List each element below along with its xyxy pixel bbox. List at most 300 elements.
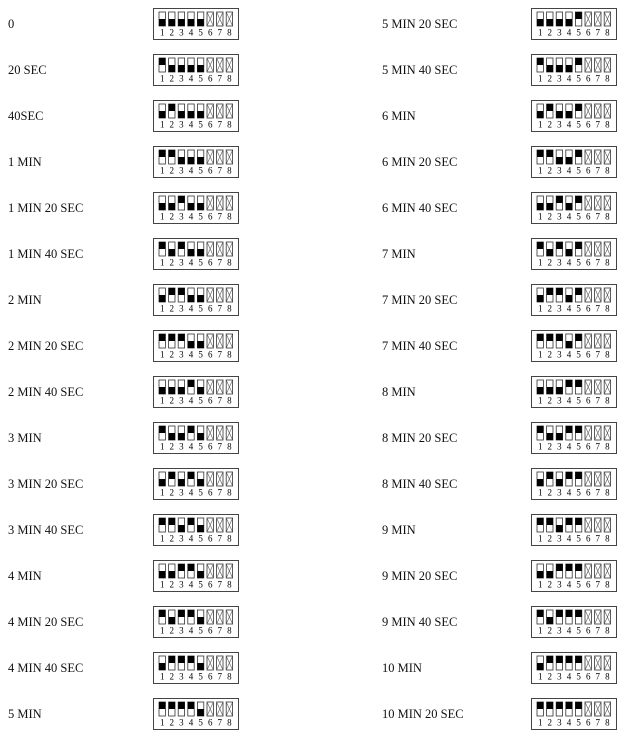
switch-position-label: 2 bbox=[169, 533, 175, 544]
dip-switch-5 bbox=[575, 610, 581, 636]
switch-position-label: 8 bbox=[227, 441, 232, 452]
time-label: 9 MIN 20 SEC bbox=[382, 569, 458, 583]
time-label: 10 MIN 20 SEC bbox=[382, 707, 464, 721]
dip-switch-5 bbox=[197, 610, 203, 636]
switch-knob-up bbox=[537, 702, 543, 709]
switch-knob-down bbox=[547, 617, 553, 624]
dip-switch-4 bbox=[566, 196, 572, 222]
dip-switch-graphic bbox=[532, 377, 616, 407]
dip-switch-graphic bbox=[532, 285, 616, 315]
switch-knob-up bbox=[188, 564, 194, 571]
dip-switch-8 bbox=[226, 426, 232, 452]
dip-switch-3 bbox=[556, 150, 562, 176]
dip-switch-6 bbox=[585, 564, 591, 590]
dip-switch-8 bbox=[604, 242, 610, 268]
switch-position-label: 2 bbox=[547, 533, 553, 544]
switch-position-label: 1 bbox=[537, 395, 543, 406]
switch-knob-down bbox=[159, 203, 165, 210]
dip-switch-block bbox=[531, 652, 617, 684]
switch-knob-up bbox=[178, 656, 184, 663]
setting-row bbox=[316, 100, 632, 134]
dip-switch-1 bbox=[537, 288, 543, 314]
switch-position-label: 5 bbox=[576, 73, 581, 84]
switch-knob-down bbox=[547, 571, 553, 578]
switch-position-label: 4 bbox=[566, 717, 572, 728]
dip-switch-4 bbox=[188, 150, 194, 176]
dip-switch-8 bbox=[604, 334, 610, 360]
dip-switch-2 bbox=[169, 380, 175, 406]
dip-switch-3 bbox=[178, 656, 184, 682]
switch-position-label: 8 bbox=[227, 119, 232, 130]
switch-position-label: 1 bbox=[159, 671, 165, 682]
switch-knob-up bbox=[178, 334, 184, 341]
dip-switch-2 bbox=[169, 104, 175, 130]
switch-position-label: 4 bbox=[188, 119, 194, 130]
switch-position-label: 5 bbox=[198, 73, 203, 84]
switch-knob-down bbox=[537, 479, 543, 486]
dip-switch-graphic bbox=[532, 55, 616, 85]
switch-position-label: 8 bbox=[605, 671, 610, 682]
switch-knob-up bbox=[556, 334, 562, 341]
switch-position-label: 1 bbox=[159, 717, 165, 728]
dip-switch-8 bbox=[604, 104, 610, 130]
switch-knob-up bbox=[159, 58, 165, 65]
switch-position-label: 3 bbox=[557, 73, 562, 84]
dip-switch-7 bbox=[595, 518, 601, 544]
dip-switch-4 bbox=[188, 426, 194, 452]
switch-position-label: 7 bbox=[217, 625, 223, 636]
switch-position-label: 1 bbox=[537, 73, 543, 84]
dip-switch-2 bbox=[547, 702, 553, 728]
dip-switch-2 bbox=[169, 58, 175, 84]
switch-knob-up bbox=[178, 288, 184, 295]
switch-position-label: 3 bbox=[557, 303, 562, 314]
switch-position-label: 7 bbox=[217, 303, 223, 314]
dip-switch-5 bbox=[575, 656, 581, 682]
switch-position-label: 6 bbox=[207, 73, 213, 84]
dip-switch-1 bbox=[159, 104, 165, 130]
switch-knob-down bbox=[169, 203, 175, 210]
dip-switch-block bbox=[531, 146, 617, 178]
switch-position-label: 2 bbox=[169, 349, 175, 360]
dip-switch-6 bbox=[585, 150, 591, 176]
switch-position-label: 1 bbox=[537, 27, 543, 38]
dip-switch-1 bbox=[159, 334, 165, 360]
dip-switch-3 bbox=[178, 702, 184, 728]
switch-position-label: 3 bbox=[557, 119, 562, 130]
switch-position-label: 1 bbox=[537, 119, 543, 130]
dip-switch-7 bbox=[595, 564, 601, 590]
switch-knob-down bbox=[547, 203, 553, 210]
switch-knob-down bbox=[178, 433, 184, 440]
time-label: 20 SEC bbox=[8, 63, 47, 77]
switch-position-label: 8 bbox=[227, 73, 232, 84]
switch-knob-down bbox=[197, 111, 203, 118]
dip-switch-1 bbox=[537, 702, 543, 728]
switch-position-label: 5 bbox=[576, 441, 581, 452]
dip-switch-5 bbox=[575, 104, 581, 130]
dip-switch-block bbox=[153, 652, 239, 684]
dip-switch-graphic bbox=[154, 285, 238, 315]
switch-position-label: 4 bbox=[188, 579, 194, 590]
setting-row bbox=[0, 514, 316, 548]
switch-position-label: 1 bbox=[537, 579, 543, 590]
switch-knob-down bbox=[556, 157, 562, 164]
time-label: 3 MIN bbox=[8, 431, 42, 445]
switch-position-label: 1 bbox=[159, 27, 165, 38]
dip-switch-5 bbox=[575, 518, 581, 544]
dip-switch-5 bbox=[575, 702, 581, 728]
switch-position-label: 7 bbox=[595, 487, 601, 498]
switch-position-label: 5 bbox=[576, 211, 581, 222]
dip-switch-7 bbox=[595, 12, 601, 38]
switch-knob-up bbox=[575, 564, 581, 571]
dip-switch-8 bbox=[226, 656, 232, 682]
switch-knob-up bbox=[575, 242, 581, 249]
dip-switch-6 bbox=[207, 58, 213, 84]
switch-position-label: 6 bbox=[207, 671, 213, 682]
dip-switch-graphic bbox=[532, 653, 616, 683]
dip-switch-block bbox=[531, 192, 617, 224]
switch-knob-down bbox=[188, 19, 194, 26]
switch-knob-up bbox=[547, 656, 553, 663]
dip-switch-graphic bbox=[154, 331, 238, 361]
time-label: 7 MIN 40 SEC bbox=[382, 339, 458, 353]
switch-position-label: 6 bbox=[207, 487, 213, 498]
time-label: 9 MIN 40 SEC bbox=[382, 615, 458, 629]
switch-position-label: 8 bbox=[605, 73, 610, 84]
dip-switch-2 bbox=[169, 564, 175, 590]
setting-row bbox=[0, 468, 316, 502]
dip-switch-3 bbox=[556, 656, 562, 682]
dip-switch-1 bbox=[159, 518, 165, 544]
switch-position-label: 8 bbox=[227, 625, 232, 636]
switch-knob-up bbox=[169, 288, 175, 295]
setting-row bbox=[0, 560, 316, 594]
switch-knob-down bbox=[556, 525, 562, 532]
time-label: 2 MIN 40 SEC bbox=[8, 385, 84, 399]
switch-knob-up bbox=[575, 104, 581, 111]
dip-switch-3 bbox=[556, 196, 562, 222]
time-label: 2 MIN bbox=[8, 293, 42, 307]
switch-position-label: 5 bbox=[198, 671, 203, 682]
dip-switch-5 bbox=[197, 426, 203, 452]
setting-row bbox=[316, 514, 632, 548]
dip-switch-block bbox=[153, 560, 239, 592]
dip-switch-1 bbox=[537, 196, 543, 222]
dip-switch-7 bbox=[595, 426, 601, 452]
dip-switch-2 bbox=[169, 472, 175, 498]
switch-position-label: 8 bbox=[605, 165, 610, 176]
setting-row bbox=[316, 8, 632, 42]
switch-position-label: 8 bbox=[605, 27, 610, 38]
switch-position-label: 2 bbox=[169, 579, 175, 590]
dip-switch-3 bbox=[556, 334, 562, 360]
dip-switch-4 bbox=[566, 150, 572, 176]
switch-position-label: 4 bbox=[188, 717, 194, 728]
dip-switch-graphic bbox=[154, 653, 238, 683]
dip-switch-2 bbox=[169, 196, 175, 222]
switch-position-label: 2 bbox=[547, 349, 553, 360]
dip-switch-6 bbox=[207, 242, 213, 268]
setting-row bbox=[0, 54, 316, 88]
dip-switch-2 bbox=[547, 288, 553, 314]
dip-switch-graphic bbox=[532, 101, 616, 131]
switch-position-label: 7 bbox=[217, 119, 223, 130]
dip-switch-5 bbox=[197, 380, 203, 406]
switch-position-label: 2 bbox=[547, 671, 553, 682]
switch-position-label: 5 bbox=[576, 395, 581, 406]
switch-position-label: 2 bbox=[547, 73, 553, 84]
dip-switch-3 bbox=[178, 518, 184, 544]
dip-switch-3 bbox=[556, 12, 562, 38]
dip-switch-5 bbox=[575, 472, 581, 498]
dip-switch-8 bbox=[604, 150, 610, 176]
dip-switch-8 bbox=[604, 58, 610, 84]
switch-position-label: 6 bbox=[585, 119, 591, 130]
switch-position-label: 1 bbox=[159, 119, 165, 130]
dip-switch-block bbox=[531, 560, 617, 592]
dip-switch-6 bbox=[585, 104, 591, 130]
dip-switch-1 bbox=[159, 702, 165, 728]
dip-switch-7 bbox=[217, 472, 223, 498]
dip-switch-5 bbox=[197, 472, 203, 498]
dip-switch-graphic bbox=[154, 9, 238, 39]
dip-switch-7 bbox=[217, 242, 223, 268]
switch-position-label: 3 bbox=[179, 717, 184, 728]
dip-switch-block bbox=[153, 192, 239, 224]
switch-knob-up bbox=[537, 610, 543, 617]
dip-switch-6 bbox=[585, 702, 591, 728]
dip-switch-7 bbox=[217, 564, 223, 590]
switch-position-label: 6 bbox=[207, 441, 213, 452]
switch-position-label: 6 bbox=[585, 395, 591, 406]
switch-position-label: 1 bbox=[159, 73, 165, 84]
switch-position-label: 5 bbox=[576, 625, 581, 636]
switch-knob-down bbox=[537, 387, 543, 394]
dip-switch-3 bbox=[178, 104, 184, 130]
switch-position-label: 7 bbox=[217, 257, 223, 268]
switch-position-label: 2 bbox=[169, 625, 175, 636]
dip-switch-8 bbox=[604, 702, 610, 728]
setting-row bbox=[0, 8, 316, 42]
switch-position-label: 8 bbox=[605, 257, 610, 268]
dip-switch-7 bbox=[595, 380, 601, 406]
switch-position-label: 2 bbox=[169, 303, 175, 314]
switch-knob-down bbox=[547, 387, 553, 394]
switch-knob-up bbox=[178, 564, 184, 571]
setting-row bbox=[316, 422, 632, 456]
switch-knob-down bbox=[188, 249, 194, 256]
switch-position-label: 5 bbox=[198, 27, 203, 38]
time-label: 5 MIN 20 SEC bbox=[382, 17, 458, 31]
dip-switch-6 bbox=[207, 12, 213, 38]
dip-switch-8 bbox=[226, 196, 232, 222]
switch-position-label: 2 bbox=[169, 165, 175, 176]
switch-knob-down bbox=[556, 387, 562, 394]
switch-position-label: 5 bbox=[576, 119, 581, 130]
dip-switch-block bbox=[153, 100, 239, 132]
switch-position-label: 8 bbox=[227, 27, 232, 38]
switch-knob-down bbox=[566, 19, 572, 26]
dip-switch-8 bbox=[226, 334, 232, 360]
switch-knob-down bbox=[169, 65, 175, 72]
dip-switch-8 bbox=[226, 288, 232, 314]
dip-switch-block bbox=[531, 330, 617, 362]
switch-knob-up bbox=[537, 58, 543, 65]
switch-knob-down bbox=[188, 295, 194, 302]
switch-knob-down bbox=[197, 387, 203, 394]
switch-position-label: 7 bbox=[595, 257, 601, 268]
switch-knob-up bbox=[575, 472, 581, 479]
switch-position-label: 5 bbox=[198, 165, 203, 176]
dip-switch-graphic bbox=[532, 469, 616, 499]
switch-position-label: 2 bbox=[547, 579, 553, 590]
dip-switch-1 bbox=[159, 12, 165, 38]
switch-position-label: 4 bbox=[566, 487, 572, 498]
switch-position-label: 5 bbox=[198, 395, 203, 406]
setting-row bbox=[0, 376, 316, 410]
dip-switch-8 bbox=[226, 702, 232, 728]
switch-position-label: 4 bbox=[566, 625, 572, 636]
dip-switch-2 bbox=[169, 150, 175, 176]
dip-switch-1 bbox=[537, 334, 543, 360]
switch-knob-down bbox=[197, 709, 203, 716]
switch-knob-up bbox=[547, 472, 553, 479]
switch-position-label: 6 bbox=[585, 73, 591, 84]
switch-position-label: 1 bbox=[159, 441, 165, 452]
dip-switch-1 bbox=[159, 288, 165, 314]
dip-switch-4 bbox=[566, 288, 572, 314]
switch-knob-up bbox=[556, 610, 562, 617]
switch-knob-up bbox=[188, 380, 194, 387]
dip-switch-8 bbox=[226, 472, 232, 498]
dip-switch-6 bbox=[207, 564, 213, 590]
switch-position-label: 6 bbox=[207, 303, 213, 314]
switch-position-label: 4 bbox=[188, 27, 194, 38]
dip-switch-2 bbox=[169, 426, 175, 452]
dip-switch-4 bbox=[566, 58, 572, 84]
switch-position-label: 6 bbox=[585, 533, 591, 544]
dip-switch-4 bbox=[188, 104, 194, 130]
switch-knob-down bbox=[159, 111, 165, 118]
switch-knob-up bbox=[159, 610, 165, 617]
dip-switch-7 bbox=[217, 12, 223, 38]
dip-switch-1 bbox=[159, 196, 165, 222]
setting-row bbox=[0, 284, 316, 318]
dip-switch-4 bbox=[188, 12, 194, 38]
dip-switch-3 bbox=[556, 426, 562, 452]
dip-switch-6 bbox=[207, 518, 213, 544]
dip-switch-7 bbox=[595, 104, 601, 130]
dip-switch-block bbox=[153, 698, 239, 730]
switch-position-label: 2 bbox=[547, 303, 553, 314]
switch-knob-up bbox=[556, 656, 562, 663]
time-label: 7 MIN bbox=[382, 247, 416, 261]
switch-knob-up bbox=[566, 426, 572, 433]
dip-switch-7 bbox=[595, 150, 601, 176]
switch-knob-down bbox=[556, 479, 562, 486]
switch-knob-down bbox=[178, 479, 184, 486]
dip-switch-8 bbox=[604, 288, 610, 314]
switch-knob-up bbox=[547, 702, 553, 709]
switch-position-label: 6 bbox=[585, 487, 591, 498]
switch-knob-down bbox=[566, 295, 572, 302]
switch-position-label: 7 bbox=[595, 625, 601, 636]
dip-switch-6 bbox=[585, 610, 591, 636]
switch-knob-up bbox=[169, 702, 175, 709]
switch-knob-up bbox=[556, 242, 562, 249]
switch-position-label: 5 bbox=[198, 349, 203, 360]
dip-switch-block bbox=[153, 146, 239, 178]
dip-switch-2 bbox=[547, 610, 553, 636]
switch-knob-down bbox=[566, 249, 572, 256]
dip-switch-1 bbox=[537, 12, 543, 38]
switch-knob-up bbox=[547, 288, 553, 295]
switch-knob-up bbox=[566, 610, 572, 617]
switch-knob-up bbox=[566, 564, 572, 571]
switch-position-label: 8 bbox=[227, 211, 232, 222]
switch-position-label: 6 bbox=[207, 395, 213, 406]
switch-knob-down bbox=[566, 341, 572, 348]
switch-position-label: 2 bbox=[169, 395, 175, 406]
switch-position-label: 7 bbox=[217, 533, 223, 544]
dip-switch-graphic bbox=[532, 561, 616, 591]
switch-position-label: 3 bbox=[179, 27, 184, 38]
dip-switch-graphic bbox=[532, 193, 616, 223]
dip-switch-5 bbox=[197, 242, 203, 268]
dip-switch-2 bbox=[547, 656, 553, 682]
dip-switch-8 bbox=[226, 150, 232, 176]
switch-position-label: 3 bbox=[557, 671, 562, 682]
switch-knob-up bbox=[556, 196, 562, 203]
switch-position-label: 1 bbox=[159, 533, 165, 544]
dip-switch-3 bbox=[178, 288, 184, 314]
dip-switch-7 bbox=[595, 242, 601, 268]
time-label: 5 MIN bbox=[8, 707, 42, 721]
switch-position-label: 6 bbox=[585, 257, 591, 268]
switch-position-label: 4 bbox=[188, 625, 194, 636]
switch-knob-up bbox=[169, 656, 175, 663]
switch-position-label: 2 bbox=[169, 211, 175, 222]
switch-position-label: 4 bbox=[188, 303, 194, 314]
switch-position-label: 2 bbox=[547, 717, 553, 728]
dip-switch-graphic bbox=[154, 607, 238, 637]
switch-knob-up bbox=[188, 518, 194, 525]
dip-switch-5 bbox=[197, 104, 203, 130]
dip-switch-graphic bbox=[532, 331, 616, 361]
dip-switch-2 bbox=[169, 242, 175, 268]
switch-knob-up bbox=[178, 702, 184, 709]
switch-knob-up bbox=[188, 702, 194, 709]
dip-switch-8 bbox=[604, 426, 610, 452]
switch-knob-up bbox=[566, 656, 572, 663]
switch-position-label: 6 bbox=[207, 579, 213, 590]
dip-switch-8 bbox=[604, 380, 610, 406]
switch-knob-down bbox=[537, 295, 543, 302]
setting-row bbox=[316, 652, 632, 686]
switch-position-label: 6 bbox=[585, 349, 591, 360]
dip-switch-7 bbox=[217, 656, 223, 682]
dip-switch-block bbox=[531, 284, 617, 316]
switch-position-label: 3 bbox=[179, 441, 184, 452]
time-label: 0 bbox=[8, 17, 15, 31]
switch-position-label: 6 bbox=[207, 717, 213, 728]
switch-knob-up bbox=[575, 196, 581, 203]
dip-switch-3 bbox=[556, 702, 562, 728]
switch-knob-down bbox=[197, 19, 203, 26]
dip-switch-4 bbox=[566, 472, 572, 498]
